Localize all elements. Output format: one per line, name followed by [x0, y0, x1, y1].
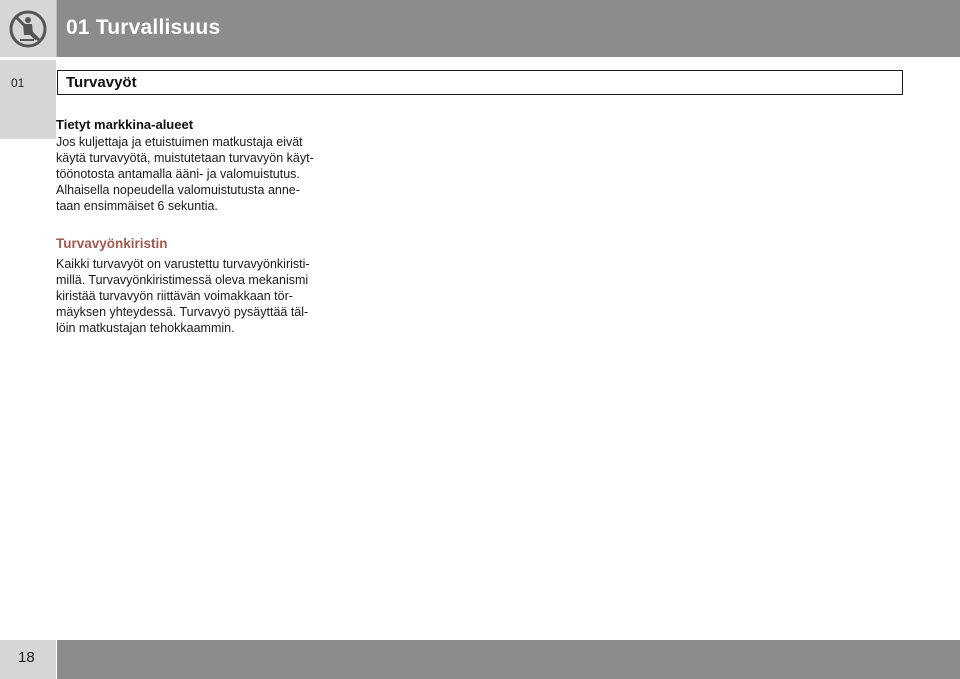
paragraph-line: käytä turvavyötä, muistutetaan turvavyön käyt- — [56, 151, 314, 165]
market-heading: Tietyt markkina-alueet — [56, 117, 194, 132]
seatbelt-warning-icon — [8, 9, 48, 49]
paragraph-line: taan ensimmäiset 6 sekuntia. — [56, 199, 218, 213]
paragraph-line: Jos kuljettaja ja etuistuimen matkustaja eivät — [56, 135, 303, 149]
header-bar — [57, 0, 960, 57]
paragraph-line: löin matkustajan tehokkaammin. — [56, 321, 235, 335]
section-heading-box — [57, 70, 903, 95]
section-title: Turvavyöt — [66, 74, 137, 91]
paragraph-line: töönotosta antamalla ääni- ja valomuistutus. — [56, 167, 300, 181]
header-icon-box — [0, 0, 57, 57]
paragraph-line: Kaikki turvavyöt on varustettu turvavyönkiristi- — [56, 257, 310, 271]
paragraph-line: mäyksen yhteydessä. Turvavyö pysäyttää täl- — [56, 305, 309, 319]
market-paragraph — [56, 134, 346, 214]
chapter-tab — [0, 60, 56, 139]
pretensioner-paragraph — [56, 256, 346, 336]
chapter-tab-label: 01 — [11, 76, 25, 90]
pretensioner-heading: Turvavyönkiristin — [56, 236, 168, 251]
chapter-title: 01 Turvallisuus — [66, 16, 221, 39]
body-column — [56, 117, 346, 336]
footer-page-box — [0, 640, 56, 679]
paragraph-line: Alhaisella nopeudella valomuistutusta anne- — [56, 183, 300, 197]
paragraph-line: kiristää turvavyön riittävän voimakkaan tör- — [56, 289, 293, 303]
paragraph-line: millä. Turvavyönkiristimessä oleva mekanismi — [56, 273, 309, 287]
footer-bar — [57, 640, 960, 679]
page-number: 18 — [18, 649, 35, 666]
